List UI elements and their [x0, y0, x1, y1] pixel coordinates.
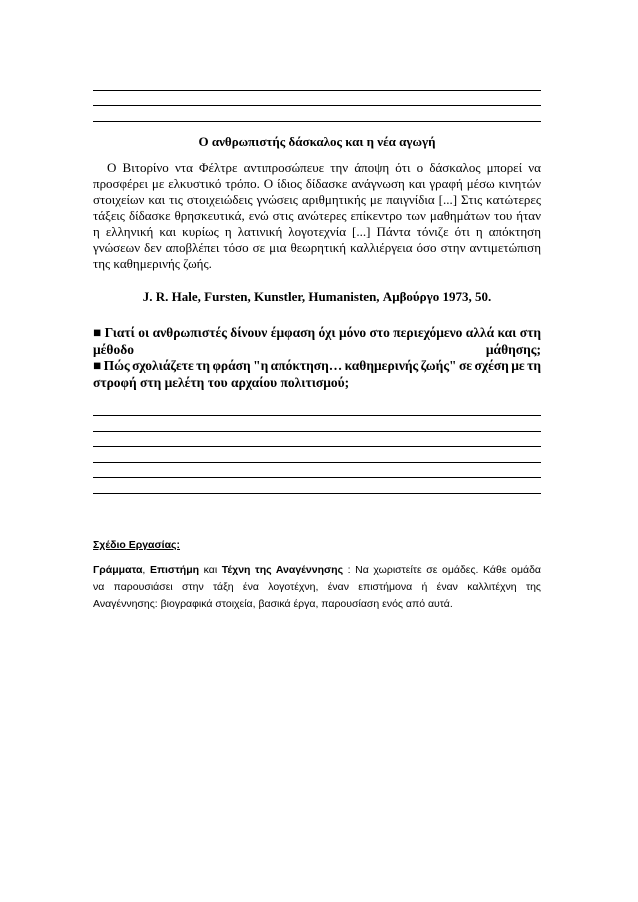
- source-line: Ο Βιτορίνο ντα Φέλτρε αντιπροσώπευε την άποψη ότι ο δάσκαλος μπορεί να: [107, 160, 541, 175]
- bullet-square-icon: ■: [93, 325, 102, 340]
- question-text: Πώς σχολιάζετε τη φράση "η απόκτηση… καθημερινής ζωής" σε σχέση με τη: [103, 358, 542, 373]
- work-plan-line: Αναγέννησης: βιογραφικά στοιχεία, βασικά έργα, παρουσίαση ενός από αυτά.: [93, 598, 453, 610]
- source-line: στοιχείων και τις στοιχειώδεις γνώσεις αριθμητικής με παιγνίδια [...] Στις κατώτερες: [93, 192, 541, 207]
- source-citation: J. R. Hale, Fursten, Kunstler, Humanisten, Αμβούργο 1973, 50.: [142, 289, 492, 304]
- answer-line: [93, 477, 541, 478]
- work-plan-line: να παρουσιάσει στην τάξη ένα λογοτέχνη, έναν επιστήμονα ή έναν καλλιτέχνη της: [93, 581, 541, 593]
- bullet-square-icon: ■: [93, 358, 102, 373]
- source-title: Ο ανθρωπιστής δάσκαλος και η νέα αγωγή: [198, 134, 436, 149]
- separator: και: [199, 564, 222, 576]
- work-plan-heading: Σχέδιο Εργασίας:: [93, 539, 181, 551]
- source-line: γνώσεων δεν αποβλέπει τόσο σε μια θεωρητική καλλιέργεια όσο στην αντιμετώπιση: [93, 240, 541, 255]
- work-plan-line: [93, 562, 541, 579]
- separator: ,: [142, 564, 150, 576]
- source-line: προσφέρει με ελκυστικό τρόπο. Ο ίδιος δίδασκε ανάγνωση και γραφή μέσω κινητών: [93, 176, 541, 191]
- question-2-line-1: [93, 358, 541, 375]
- source-passage: [93, 160, 541, 272]
- work-plan-text: [93, 562, 541, 613]
- writing-line: [93, 121, 541, 122]
- topic-letters: Γράμματα: [93, 564, 143, 576]
- questions: [93, 325, 541, 391]
- question-text: Γιατί οι ανθρωπιστές δίνουν έμφαση όχι μόνο στο περιεχόμενο αλλά και στη: [104, 325, 542, 340]
- answer-line: [93, 415, 541, 416]
- question-1-line-2: μέθοδο μάθησης;: [93, 341, 541, 357]
- answer-line: [93, 431, 541, 432]
- writing-line: [93, 90, 541, 91]
- topic-science: Επιστήμη: [149, 564, 200, 576]
- topic-art: Τέχνη της Αναγέννησης: [221, 564, 344, 576]
- source-line: η ελληνική και κυρίως η λατινική λογοτεχνία [...] Πάντα τόνιζε ότι η απόκτηση: [93, 224, 541, 239]
- answer-line: [93, 493, 541, 494]
- question-2-line-2: στροφή στη μελέτη του αρχαίου πολιτισμού;: [93, 374, 350, 390]
- source-line: τάξεις δίδασκε θρησκευτικά, ενώ στις ανώτερες επίκεντρο των μαθημάτων του ήταν: [93, 208, 541, 223]
- writing-line: [93, 105, 541, 106]
- answer-line: [93, 462, 541, 463]
- source-line: της καθημερινής ζωής.: [93, 256, 212, 271]
- instruction-text: : Να χωριστείτε σε ομάδες. Κάθε ομάδα: [343, 564, 542, 576]
- question-1-line-1: [93, 325, 541, 342]
- answer-line: [93, 446, 541, 447]
